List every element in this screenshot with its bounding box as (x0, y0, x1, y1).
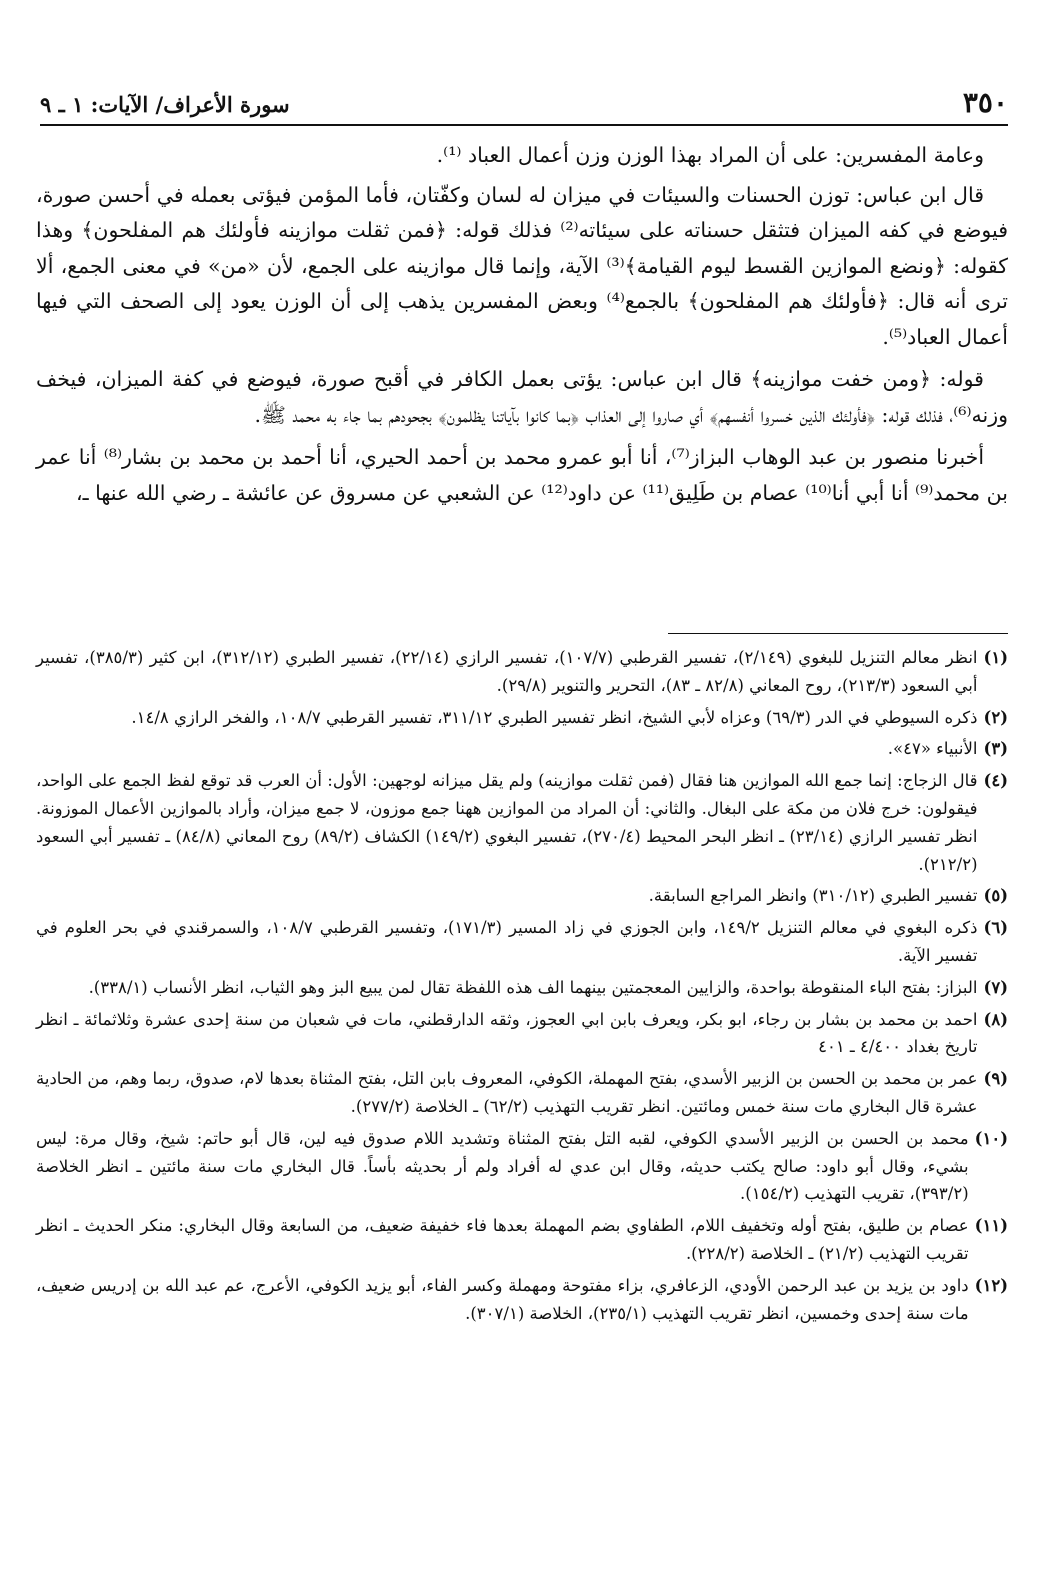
running-title: سورة الأعراف/ الآيات: ١ ـ ٩ (40, 92, 290, 117)
footnote (36, 1065, 1008, 1121)
page-number: ٣٥٠ (962, 86, 1008, 119)
main-text (36, 138, 1008, 518)
footnote (36, 704, 1008, 732)
footnote-number: (٣) (983, 739, 1008, 759)
footnote (36, 767, 1008, 878)
footnote-number: (٤) (983, 771, 1008, 791)
footnote-number: (١) (983, 648, 1008, 667)
footnote-number: (٧) (983, 977, 1008, 997)
footnote-number: (١٢) (974, 1275, 1008, 1295)
footnote-text: الأنبياء «٤٧». (887, 739, 978, 759)
footnote (36, 644, 1008, 700)
footnote-number: (٥) (983, 886, 1008, 906)
footnote-number: (١١) (974, 1216, 1008, 1236)
footnote-number: (٦) (983, 918, 1008, 938)
footnotes (36, 644, 1008, 1331)
footnote-text: عمر بن محمد بن الحسن بن الزبير الأسدي، بفتح المهملة، الكوفي، المعروف بابن التل، بفتح المثناة بعدها لام، صدوق، ربما وهم، من الحادية عشرة قال البخاري مات سنة خمس ومائتين. انظر تقريب التهذيب (٦٢/٢) ـ الخلاصة (٢٧٧/٢). (36, 1069, 978, 1116)
footnote-separator (668, 633, 1008, 634)
footnote (36, 1212, 1008, 1268)
footnote (36, 974, 1008, 1002)
footnote-number: (٩) (983, 1069, 1008, 1089)
footnote-text: البزاز: بفتح الباء المنقوطة بواحدة، والزايين المعجمتين بينهما الف هذه اللفظة تقال لمن يبيع البز وهو الثياب، انظر الأنساب (٣٣٨/١). (88, 977, 978, 997)
footnote-text: عصام بن طليق، بفتح أوله وتخفيف اللام، الطفاوي بضم المهملة بعدها فاء خفيفة ضعيف، من السابعة وقال البخاري: منكر الحديث ـ انظر تقريب التهذيب (٢١/٢) ـ الخلاصة (٢٢٨/٢). (36, 1216, 969, 1263)
footnote-number: (٨) (983, 1009, 1008, 1029)
footnote (36, 1006, 1008, 1062)
footnote-number: (١٠) (974, 1128, 1008, 1148)
paragraph: قوله: ﴿ومن خفت موازينه﴾ قال ابن عباس: يؤتى بعمل الكافر في أقبح صورة، فيوضع في كفة الميزان، فيخف وزنه⁽⁶⁾، فذلك قوله: ﴿فأولئك الذين خسروا أنفسهم﴾ أي صاروا إلى العذاب ﴿بما كانوا بآياتنا يظلمون﴾ بجحودهم بما جاء به محمد ﷺ. (36, 367, 1008, 427)
footnote-number: (٢) (983, 707, 1008, 727)
footnote-text: ذكره البغوي في معالم التنزيل ١٤٩/٢، وابن الجوزي في زاد المسير (١٧١/٣)، وتفسير القرطبي ١٠٨/٧، والسمرقندي في بحر العلوم في تفسير الآية. (36, 918, 978, 965)
footnote-text: ذكره السيوطي في الدر (٦٩/٣) وعزاه لأبي الشيخ، انظر تفسير الطبري ٣١١/١٢، تفسير القرطبي ١٠٨/٧، والفخر الرازي ١٤/٨. (131, 707, 978, 727)
footnote-text: قال الزجاج: إنما جمع الله الموازين هنا فقال (فمن ثقلت موازينه) ولم يقل ميزانه لوجهين: الأول: أن العرب قد توقع لفظ الجمع على الواحد، فيقولون: خرج فلان من مكة على البغال. والثاني: أن المراد من الموازين ههنا جمع موزون، لا جمع ميزان، وأراد بالموازين الأعمال الموزونة. انظر تفسير الرازي (٢٣/١٤) ـ انظر البحر المحيط (٢٧٠/٤)، تفسير البغوي (١٤٩/٢) الكشاف (٨٩/٢) روح المعاني (٨٤/٨) ـ تفسير أبي السعود (٢١٢/٢). (36, 771, 978, 874)
footnote-text: داود بن يزيد بن عبد الرحمن الأودي، الزعافري، بزاء مفتوحة ومهملة وكسر الفاء، أبو يزيد الكوفي، الأعرج، عم عبد الله بن إدريس ضعيف، مات سنة إحدى وخمسين، انظر تقريب التهذيب (٢٣٥/١)، الخلاصة (٣٠٧/١). (36, 1275, 969, 1323)
paragraph: قال ابن عباس: توزن الحسنات والسيئات في ميزان له لسان وكفّتان، فأما المؤمن فيؤتى بعمله في أحسن صورة، فيوضع في كفه الميزان فتثقل حسناته على سيئاته⁽²⁾ فذلك قوله: ﴿فمن ثقلت موازينه فأولئك هم المفلحون﴾ وهذا كقوله: ﴿ونضع الموازين القسط ليوم القيامة﴾⁽³⁾ الآية، وإنما قال موازينه على الجمع، لأن «من» في معنى الجمع، ألا ترى أنه قال: ﴿فأولئك هم المفلحون﴾ بالجمع⁽⁴⁾ وبعض المفسرين يذهب إلى أن الوزن يعود إلى الصحف التي فيها أعمال العباد⁽⁵⁾. (36, 182, 1008, 349)
footnote (36, 735, 1008, 763)
paragraph: أخبرنا منصور بن عبد الوهاب البزاز⁽⁷⁾، أنا أبو عمرو محمد بن أحمد الحيري، أنا أحمد بن محمد بن بشار⁽⁸⁾ أنا عمر بن محمد⁽⁹⁾ أنا أبي أنا⁽¹⁰⁾ عصام بن طَلِيق⁽¹¹⁾ عن داود⁽¹²⁾ عن الشعبي عن مسروق عن عائشة ـ رضي الله عنها ـ، (36, 445, 1008, 505)
footnote (36, 1272, 1008, 1328)
footnote-text: انظر معالم التنزيل للبغوي (٢/١٤٩)، تفسير القرطبي (١٠٧/٧)، تفسير الرازي (٢٢/١٤)، تفسير الطبري (٣١٢/١٢)، ابن كثير (٣٨٥/٣)، تفسير أبي السعود (٢١٣/٣)، روح المعاني (٨٢/٨ ـ ٨٣)، التحرير والتنوير (٢٩/٨). (36, 648, 978, 695)
footnote (36, 914, 1008, 970)
footnote (36, 1125, 1008, 1208)
footnote (36, 882, 1008, 910)
footnote-text: تفسير الطبري (٣١٠/١٢) وانظر المراجع السابقة. (648, 886, 978, 906)
page-header (40, 84, 1008, 126)
paragraph: وعامة المفسرين: على أن المراد بهذا الوزن وزن أعمال العباد ⁽¹⁾. (436, 143, 984, 167)
footnote-text: احمد بن محمد بن بشار بن رجاء، ابو بكر، ويعرف بابن ابي العجوز، وثقه الدارقطني، مات في شعبان من سنة إحدى عشرة وثلاثمائة ـ انظر تاريخ بغداد ٤/٤٠٠ ـ ٤٠١ (36, 1009, 978, 1057)
footnote-text: محمد بن الحسن بن الزبير الأسدي الكوفي، لقبه التل بفتح المثناة وتشديد اللام صدوق فيه لين، قال أبو حاتم: شيخ، وقال مرة: ليس بشيء، وقال أبو داود: صالح يكتب حديثه، وقال ابن عدي له أفراد ولم أر بحديثه بأساً. قال البخاري مات سنة مائتين ـ انظر الخلاصة (٣٩٣/٢)، تقريب التهذيب (١٥٤/٢). (36, 1128, 969, 1204)
